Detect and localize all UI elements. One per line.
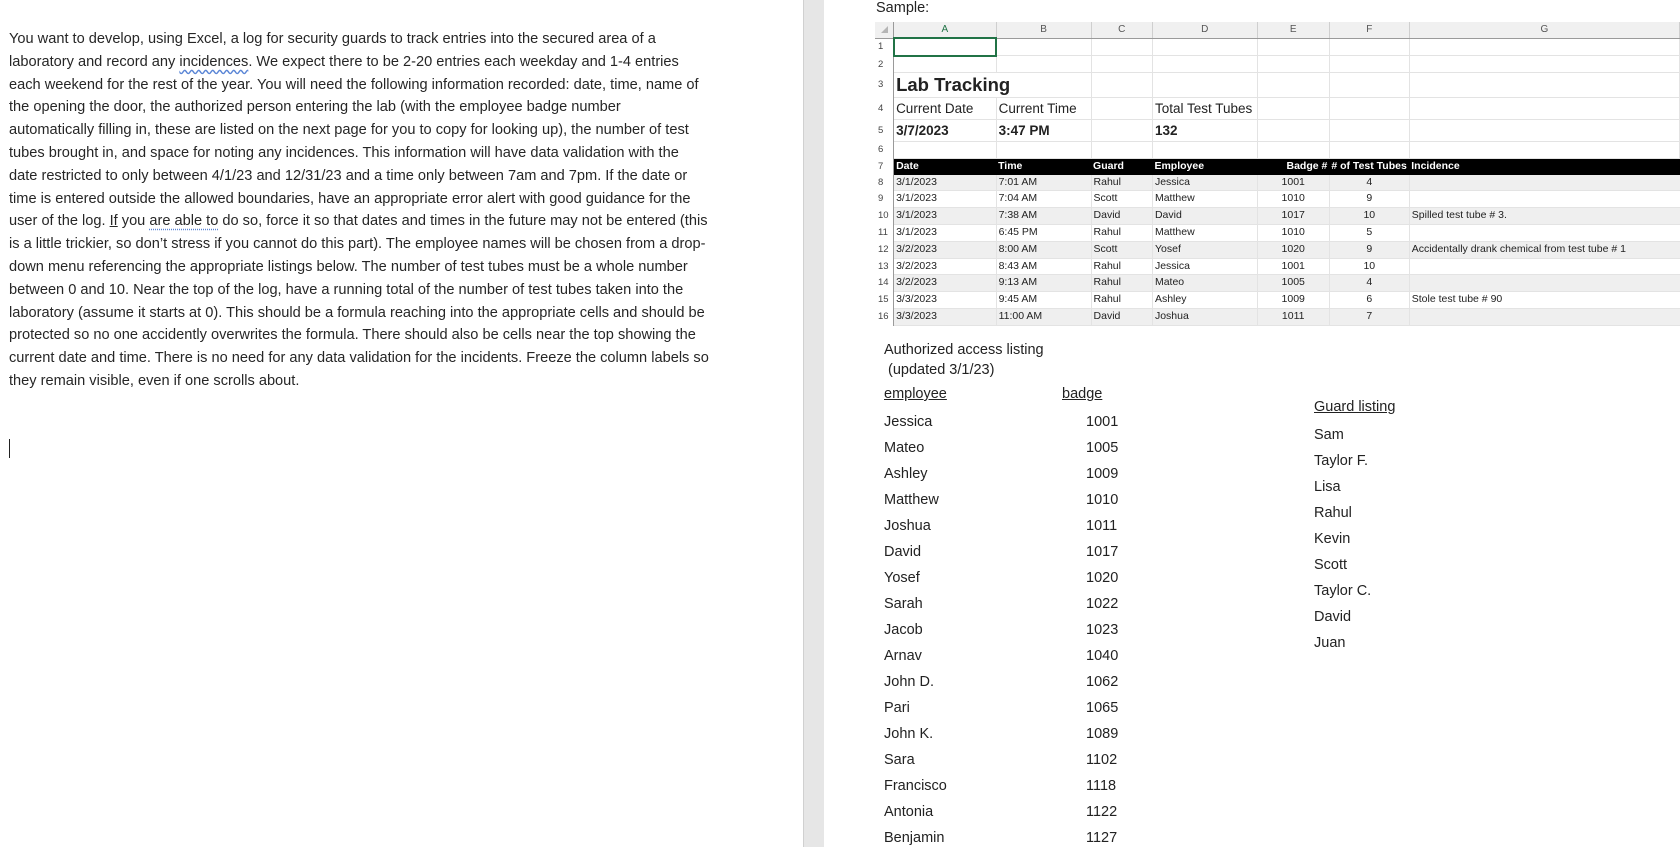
column-header-d: D — [1152, 22, 1257, 38]
log-cell-incidence: Spilled test tube # 3. — [1409, 208, 1679, 225]
log-cell-badge: 1005 — [1257, 275, 1329, 292]
log-cell-badge: 1001 — [1257, 258, 1329, 275]
log-cell-employee: Jessica — [1152, 175, 1257, 191]
current-time-label: Current Time — [996, 98, 1091, 120]
row-header: 14 — [875, 275, 894, 292]
log-cell-incidence: Accidentally drank chemical from test tube # 1 — [1409, 241, 1679, 258]
header-time: Time — [996, 158, 1091, 174]
badge-list — [1086, 412, 1118, 854]
selected-cell-a1 — [894, 38, 997, 56]
badge-list-item: 1017 — [1086, 544, 1119, 560]
sheet-row — [875, 98, 1680, 120]
log-cell-date: 3/1/2023 — [894, 191, 997, 208]
guard-list-item: Scott — [1314, 557, 1348, 573]
employee-list-item: Matthew — [884, 492, 939, 508]
log-cell-time: 7:01 AM — [996, 175, 1091, 191]
employee-list-item: Francisco — [884, 778, 947, 794]
log-cell-employee: Joshua — [1152, 309, 1257, 326]
log-cell-test-tubes: 4 — [1329, 175, 1409, 191]
log-cell-badge: 1010 — [1257, 225, 1329, 242]
column-header-a: A — [894, 22, 997, 38]
badge-list-item: 1009 — [1086, 466, 1119, 482]
sample-label: Sample: — [876, 0, 930, 16]
log-row — [875, 258, 1680, 275]
badge-list-item: 1010 — [1086, 492, 1119, 508]
row-header: 2 — [875, 56, 894, 73]
log-cell-date: 3/3/2023 — [894, 309, 997, 326]
row-header: 16 — [875, 309, 894, 326]
log-cell-test-tubes: 5 — [1329, 225, 1409, 242]
badge-list-item: 1005 — [1086, 440, 1119, 456]
log-row — [875, 225, 1680, 242]
header-test-tubes: # of Test Tubes — [1329, 158, 1409, 174]
log-cell-time: 11:00 AM — [996, 309, 1091, 326]
row-header: 5 — [875, 120, 894, 142]
badge-list-item: 1062 — [1086, 674, 1119, 690]
employee-list-item: Jessica — [884, 414, 933, 430]
column-header-e: E — [1257, 22, 1329, 38]
log-cell-badge: 1010 — [1257, 191, 1329, 208]
header-guard: Guard — [1091, 158, 1152, 174]
log-cell-employee: David — [1152, 208, 1257, 225]
assignment-text-2: . We expect there to be 2-20 entries each weekday and 1-4 entries each weekend for the rest of the year. You will need the following information recorded: date, time, name of the opening the door, the authorized person entering the lab (with the employee badge number automatically filling in, these are listed on the next page for you to copy for looking up), the number of test tubes brought in, and space for noting any incidences. This information will have data validation with the date restricted to only between 4/1/23 and 12/31/23 and a time only between 7am and 7pm. If the date or time is entered outside the allowed boundaries, have an appropriate error alert with good guidance for the user of the log. — [9, 53, 699, 230]
column-header-b: B — [996, 22, 1091, 38]
log-cell-incidence — [1409, 258, 1679, 275]
header-incidence: Incidence — [1409, 158, 1679, 174]
log-cell-employee: Mateo — [1152, 275, 1257, 292]
log-row — [875, 175, 1680, 191]
log-cell-incidence — [1409, 191, 1679, 208]
log-cell-time: 7:04 AM — [996, 191, 1091, 208]
log-cell-badge: 1011 — [1257, 309, 1329, 326]
log-cell-guard: David — [1091, 309, 1152, 326]
total-test-tubes-label: Total Test Tubes — [1152, 98, 1257, 120]
document-page-right — [824, 0, 1680, 847]
guard-list-item: Taylor C. — [1314, 583, 1372, 599]
row-header: 4 — [875, 98, 894, 120]
sheet-row — [875, 120, 1680, 142]
column-header-row — [875, 22, 1680, 38]
guard-list-item: Taylor F. — [1314, 453, 1368, 469]
log-row — [875, 292, 1680, 309]
current-time-value: 3:47 PM — [996, 120, 1091, 142]
row-header: 13 — [875, 258, 894, 275]
document-page-left — [0, 0, 803, 847]
row-header: 12 — [875, 241, 894, 258]
badge-list-item: 1001 — [1086, 414, 1119, 430]
row-header: 1 — [875, 38, 894, 56]
log-row — [875, 191, 1680, 208]
log-cell-test-tubes: 4 — [1329, 275, 1409, 292]
guard-list-item: Juan — [1314, 635, 1346, 651]
badge-list-item: 1118 — [1086, 778, 1117, 794]
guard-list-item: Kevin — [1314, 531, 1351, 547]
log-cell-guard: Rahul — [1091, 175, 1152, 191]
text-cursor — [9, 439, 10, 458]
log-cell-date: 3/2/2023 — [894, 241, 997, 258]
guard-list-item: Rahul — [1314, 505, 1352, 521]
log-cell-date: 3/3/2023 — [894, 292, 997, 309]
assignment-text-1: You want to develop, using Excel, a log for security guards to track entries into the secured area of a laboratory and record any — [9, 31, 656, 70]
row-header: 7 — [875, 158, 894, 174]
log-row — [875, 309, 1680, 326]
log-cell-time: 9:13 AM — [996, 275, 1091, 292]
log-cell-test-tubes: 9 — [1329, 241, 1409, 258]
log-cell-test-tubes: 7 — [1329, 309, 1409, 326]
log-cell-guard: Rahul — [1091, 275, 1152, 292]
employee-list-item: John K. — [884, 726, 934, 742]
log-cell-badge: 1001 — [1257, 175, 1329, 191]
badge-list-item: 1020 — [1086, 570, 1119, 586]
log-cell-incidence — [1409, 275, 1679, 292]
guard-listing-header: Guard listing — [1314, 399, 1396, 415]
log-cell-guard: David — [1091, 208, 1152, 225]
guard-list-item: David — [1314, 609, 1352, 625]
log-cell-date: 3/1/2023 — [894, 208, 997, 225]
log-cell-test-tubes: 6 — [1329, 292, 1409, 309]
log-cell-incidence — [1409, 225, 1679, 242]
log-cell-employee: Yosef — [1152, 241, 1257, 258]
employee-list-item: Benjamin — [884, 830, 945, 846]
log-cell-test-tubes: 10 — [1329, 258, 1409, 275]
current-date-value: 3/7/2023 — [894, 120, 997, 142]
row-header: 3 — [875, 73, 894, 98]
row-header: 6 — [875, 142, 894, 159]
log-cell-test-tubes: 9 — [1329, 191, 1409, 208]
badge-list-item: 1089 — [1086, 726, 1119, 742]
guard-list-item: Sam — [1314, 427, 1344, 443]
employee-list-item: Yosef — [884, 570, 920, 586]
header-employee: Employee — [1152, 158, 1257, 174]
employee-list-item: David — [884, 544, 922, 560]
employee-list-item: Joshua — [884, 518, 931, 534]
assignment-text-3: you — [117, 213, 150, 230]
select-all-corner — [875, 22, 894, 38]
row-header: 8 — [875, 175, 894, 191]
log-cell-guard: Rahul — [1091, 258, 1152, 275]
sheet-row — [875, 73, 1680, 98]
log-cell-employee: Jessica — [1152, 258, 1257, 275]
assignment-paragraph[interactable] — [9, 28, 709, 393]
log-cell-guard: Scott — [1091, 191, 1152, 208]
employee-list-item: Arnav — [884, 648, 922, 664]
employee-list — [884, 412, 947, 854]
authorized-listing-title — [884, 340, 1044, 380]
row-header: 11 — [875, 225, 894, 242]
current-date-label: Current Date — [894, 98, 997, 120]
row-header: 9 — [875, 191, 894, 208]
row-header: 15 — [875, 292, 894, 309]
log-cell-time: 8:43 AM — [996, 258, 1091, 275]
employee-list-item: Ashley — [884, 466, 928, 482]
log-cell-incidence — [1409, 175, 1679, 191]
log-row — [875, 241, 1680, 258]
log-row — [875, 208, 1680, 225]
guard-list-item: Lisa — [1314, 479, 1341, 495]
page-gutter — [803, 0, 825, 847]
badge-column-header: badge — [1062, 386, 1103, 402]
employee-list-item: John D. — [884, 674, 934, 690]
badge-list-item: 1122 — [1086, 804, 1118, 820]
badge-list-item: 1022 — [1086, 596, 1119, 612]
log-cell-guard: Rahul — [1091, 292, 1152, 309]
log-cell-date: 3/2/2023 — [894, 258, 997, 275]
column-header-g: G — [1409, 22, 1679, 38]
log-cell-date: 3/2/2023 — [894, 275, 997, 292]
log-cell-date: 3/1/2023 — [894, 225, 997, 242]
badge-list-item: 1127 — [1086, 830, 1118, 846]
grammar-flag-are-able-to[interactable]: are able to — [149, 213, 219, 230]
header-badge: Badge # — [1257, 158, 1329, 174]
column-header-c: C — [1091, 22, 1152, 38]
sheet-row — [875, 142, 1680, 159]
log-cell-employee: Matthew — [1152, 225, 1257, 242]
spreadsheet-image — [875, 22, 1680, 326]
log-cell-guard: Scott — [1091, 241, 1152, 258]
authorized-title-line1: Authorized access listing — [884, 342, 1044, 358]
log-cell-incidence — [1409, 309, 1679, 326]
total-test-tubes-value: 132 — [1152, 120, 1257, 142]
employee-list-item: Pari — [884, 700, 910, 716]
log-cell-test-tubes: 10 — [1329, 208, 1409, 225]
badge-list-item: 1102 — [1086, 752, 1118, 768]
column-header-f: F — [1329, 22, 1409, 38]
badge-list-item: 1023 — [1086, 622, 1119, 638]
log-cell-time: 9:45 AM — [996, 292, 1091, 309]
badge-list-item: 1040 — [1086, 648, 1119, 664]
employee-list-item: Antonia — [884, 804, 934, 820]
row-header: 10 — [875, 208, 894, 225]
log-cell-incidence: Stole test tube # 90 — [1409, 292, 1679, 309]
employee-column-header: employee — [884, 386, 947, 402]
header-date: Date — [894, 158, 997, 174]
employee-list-item: Mateo — [884, 440, 925, 456]
log-cell-date: 3/1/2023 — [894, 175, 997, 191]
log-cell-time: 6:45 PM — [996, 225, 1091, 242]
grammar-flag-incidences[interactable]: incidences — [179, 53, 249, 70]
log-cell-employee: Ashley — [1152, 292, 1257, 309]
guard-list — [1314, 425, 1371, 659]
sheet-row — [875, 38, 1680, 56]
log-cell-badge: 1009 — [1257, 292, 1329, 309]
employee-list-item: Sara — [884, 752, 915, 768]
badge-list-item: 1065 — [1086, 700, 1119, 716]
log-cell-time: 8:00 AM — [996, 241, 1091, 258]
log-header-row — [875, 158, 1680, 174]
assignment-text-4: do so, force it so that dates and times in the future may not be entered (this is a little trickier, so don’t stress if you cannot do this part). The employee names will be chosen from a drop-down menu referencing the appropriate listings below. The number of test tubes must be a whole number between 0 and 10. Near the top of the log, have a running total of the number of test tubes taken into the laboratory (assume it starts at 0). This should be a formula reaching into the appropriate cells and should be protected so no one accidently overwrites the formula. There should also be cells near the top showing the current date and time. There is no need for any data validation for the incidents. Freeze the column labels so they remain visible, even if one scrolls about. — [9, 213, 709, 389]
word-if: If — [109, 213, 118, 230]
employee-list-item: Jacob — [884, 622, 923, 638]
log-cell-employee: Matthew — [1152, 191, 1257, 208]
sheet-title: Lab Tracking — [894, 73, 1091, 98]
employee-list-item: Sarah — [884, 596, 923, 612]
sheet-row — [875, 56, 1680, 73]
authorized-title-line2: (updated 3/1/23) — [884, 362, 995, 378]
log-row — [875, 275, 1680, 292]
log-cell-guard: Rahul — [1091, 225, 1152, 242]
log-cell-badge: 1017 — [1257, 208, 1329, 225]
badge-list-item: 1011 — [1086, 518, 1118, 534]
log-cell-badge: 1020 — [1257, 241, 1329, 258]
log-cell-time: 7:38 AM — [996, 208, 1091, 225]
